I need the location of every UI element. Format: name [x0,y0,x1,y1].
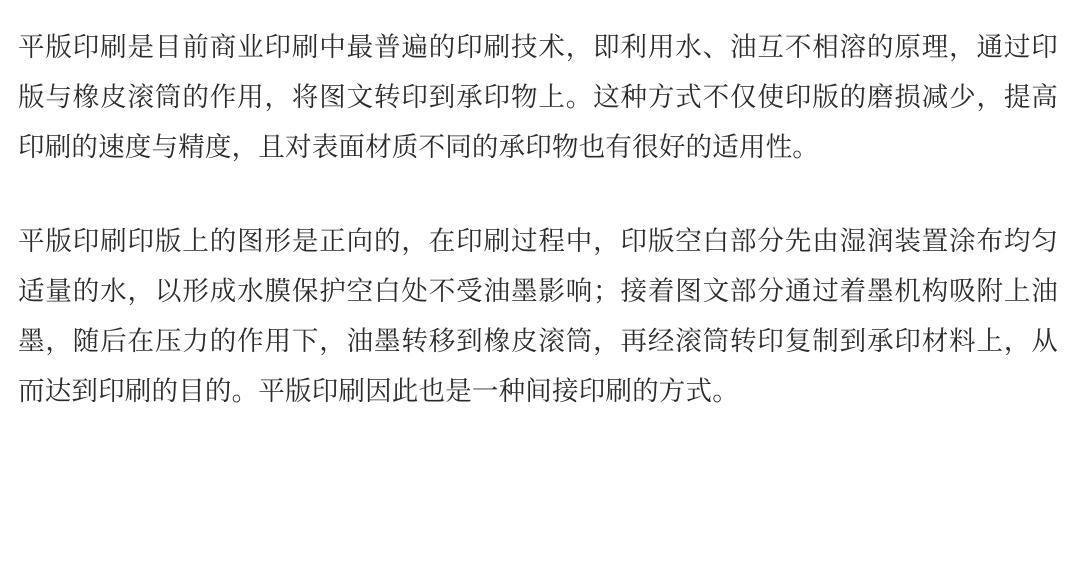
paragraph-2: 平版印刷印版上的图形是正向的，在印刷过程中，印版空白部分先由湿润装置涂布均匀适量的水，以形成水膜保护空白处不受油墨影响；接着图文部分通过着墨机构吸附上油墨，随后在压力的作用下，油墨转移到橡皮滚筒，再经滚筒转印复制到承印材料上，从而达到印刷的目的。平版印刷因此也是一种间接印刷的方式。 [18,226,1058,406]
paragraph-1: 平版印刷是目前商业印刷中最普遍的印刷技术，即利用水、油互不相溶的原理，通过印版与橡皮滚筒的作用，将图文转印到承印物上。这种方式不仅使印版的磨损减少，提高印刷的速度与精度，且对表面材质不同的承印物也有很好的适用性。 [18,32,1058,162]
